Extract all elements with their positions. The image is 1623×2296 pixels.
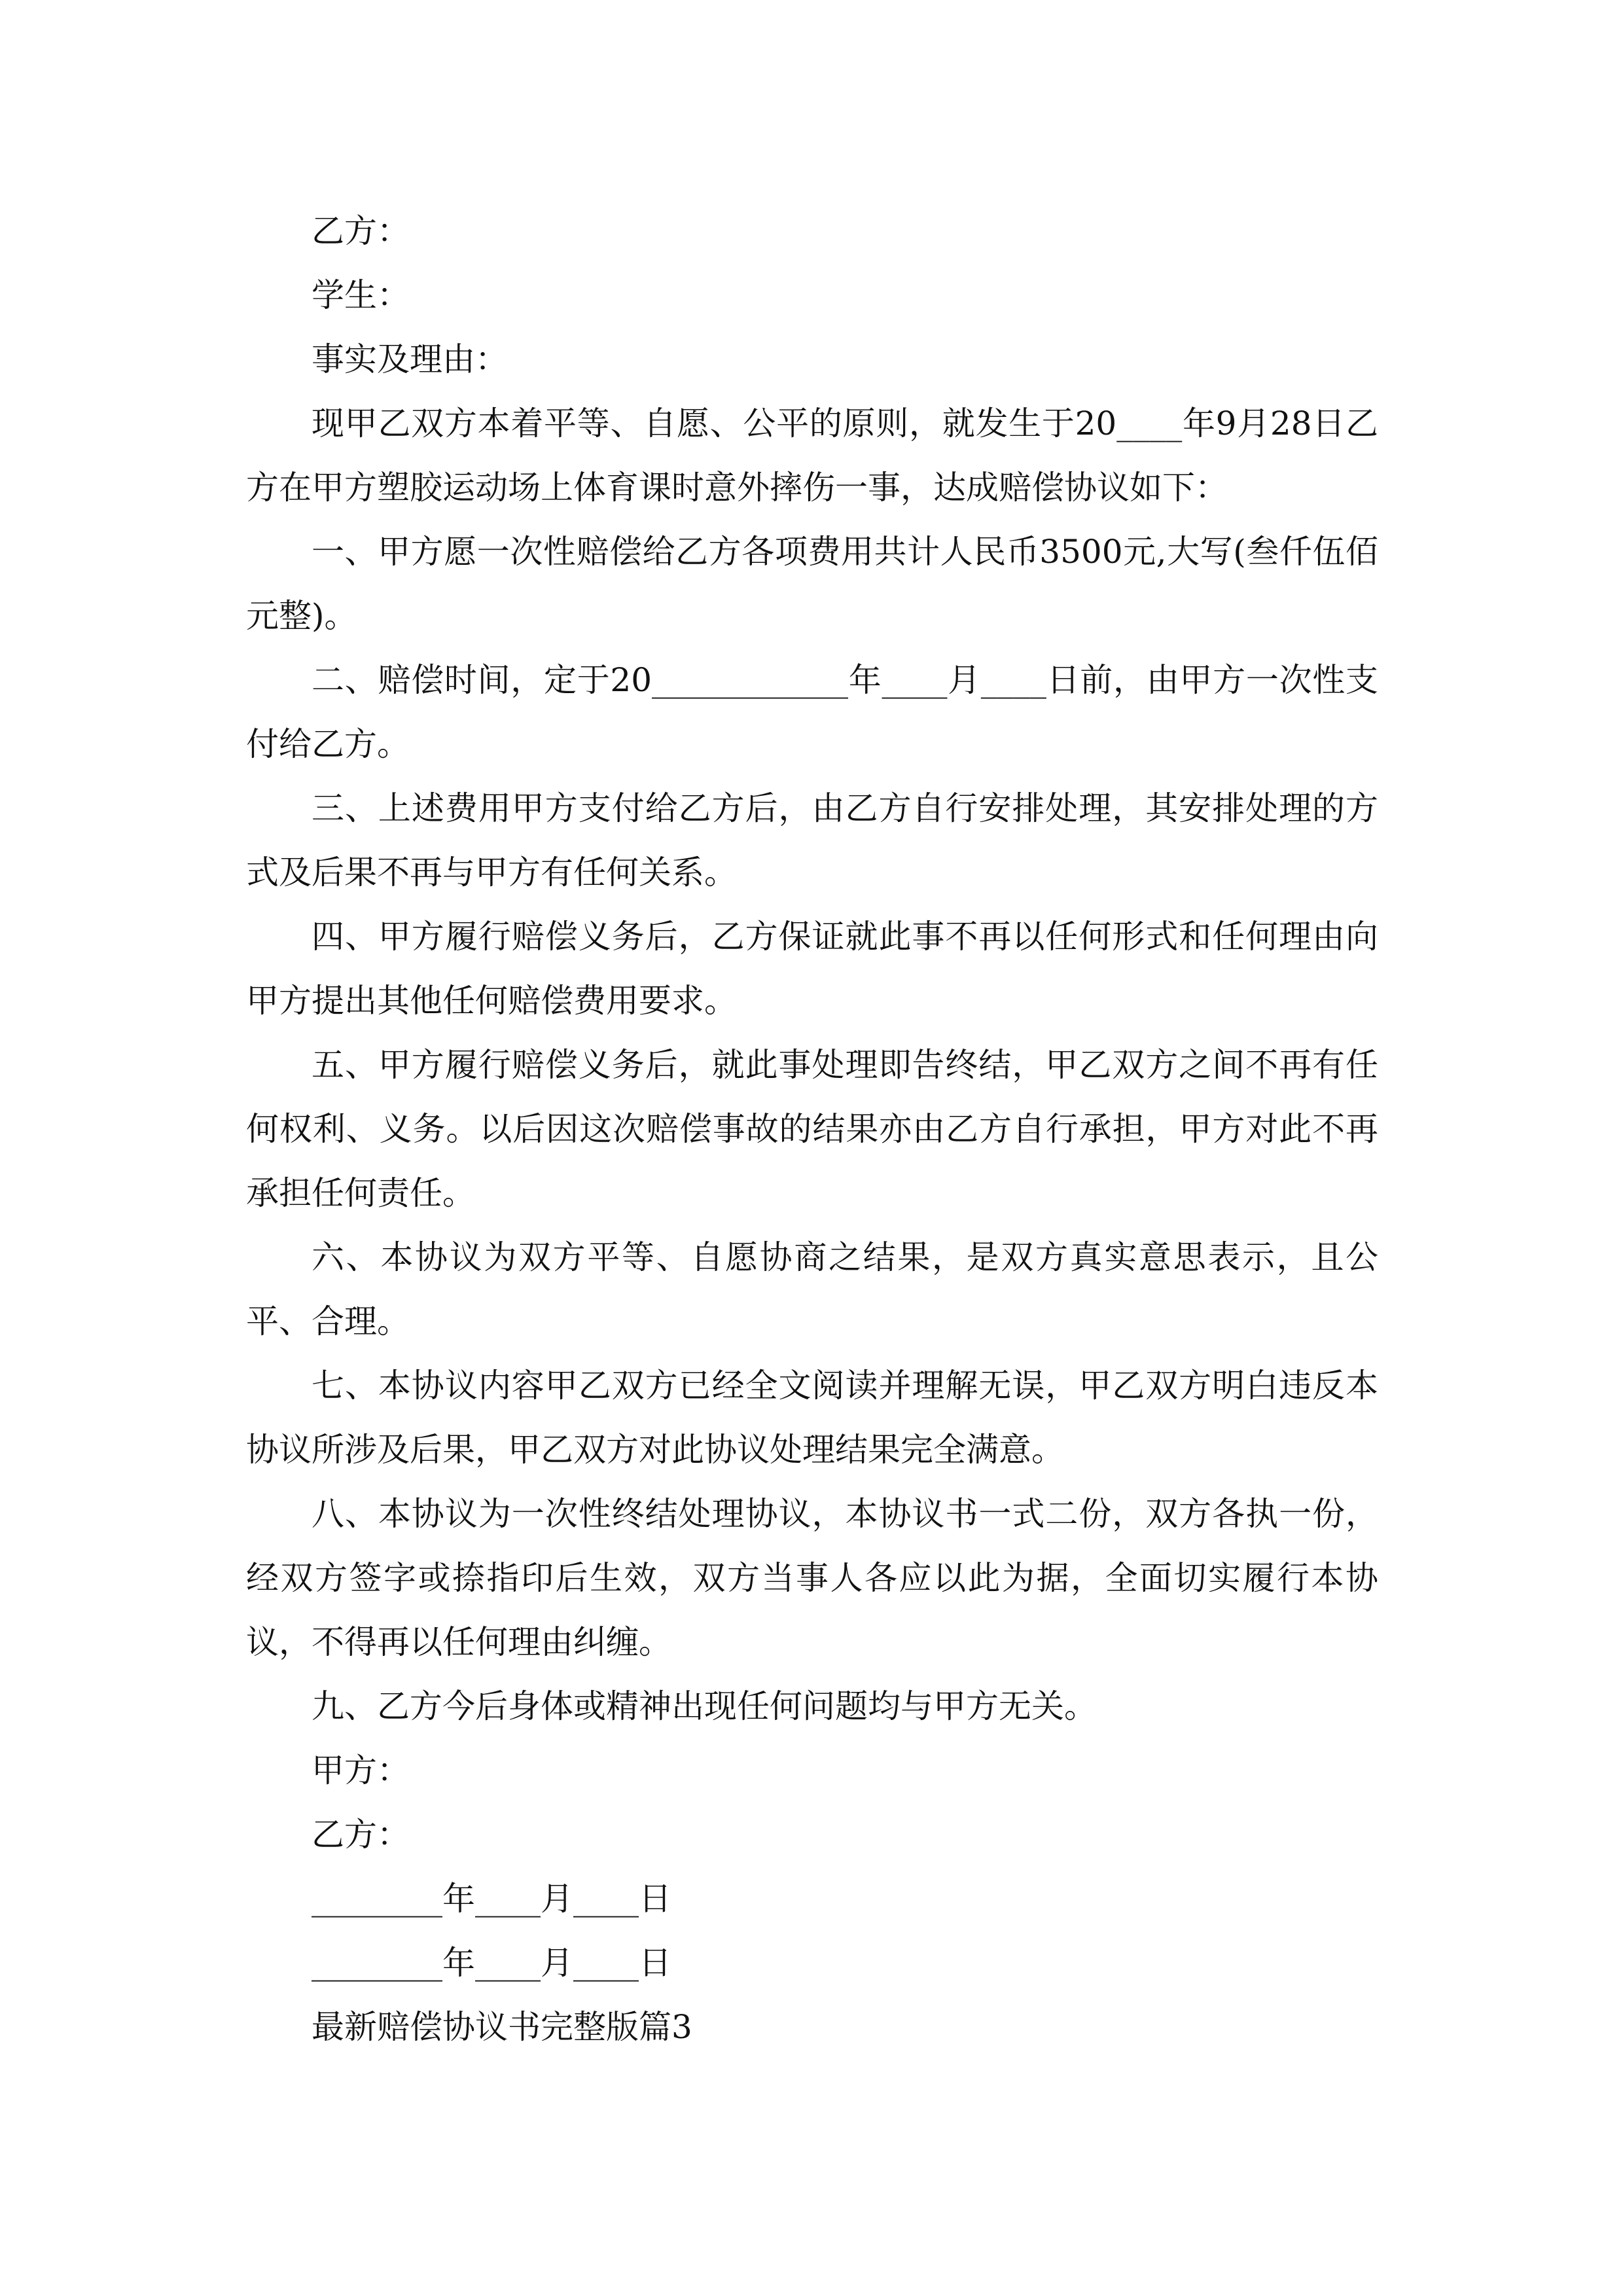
party-b-label: 乙方： xyxy=(312,212,410,250)
signature-date-line-a: ________年____月____日 xyxy=(312,1880,671,1918)
document-body xyxy=(246,199,1378,2059)
clause-5: 五、甲方履行赔偿义务后，就此事处理即告终结，甲乙双方之间不再有任何权利、义务。以后因这次赔偿事故的结果亦由乙方自行承担，甲方对此不再承担任何责任。 xyxy=(246,1046,1378,1212)
clause-3: 三、上述费用甲方支付给乙方后，由乙方自行安排处理，其安排处理的方式及后果不再与甲方有任何关系。 xyxy=(246,789,1378,891)
clause-6: 六、本协议为双方平等、自愿协商之结果，是双方真实意思表示，且公平、合理。 xyxy=(246,1238,1378,1340)
facts-and-reasons-heading: 事实及理由： xyxy=(312,340,508,378)
clause-2: 二、赔偿时间，定于20____________年____月____日前，由甲方一次性支付给乙方。 xyxy=(246,661,1378,763)
clause-7: 七、本协议内容甲乙双方已经全文阅读并理解无误，甲乙双方明白违反本协议所涉及后果，甲乙双方对此协议处理结果完全满意。 xyxy=(246,1367,1378,1469)
signature-date-line-b: ________年____月____日 xyxy=(312,1944,671,1982)
next-section-title: 最新赔偿协议书完整版篇3 xyxy=(312,2008,692,2046)
party-b-signature-label: 乙方： xyxy=(312,1816,410,1854)
preamble-paragraph: 现甲乙双方本着平等、自愿、公平的原则，就发生于20____年9月28日乙方在甲方塑胶运动场上体育课时意外摔伤一事，达成赔偿协议如下： xyxy=(246,404,1378,507)
party-a-signature-label: 甲方： xyxy=(312,1751,410,1789)
clause-1: 一、甲方愿一次性赔偿给乙方各项费用共计人民币3500元,大写(叁仟伍佰元整)。 xyxy=(246,533,1378,635)
clause-4: 四、甲方履行赔偿义务后，乙方保证就此事不再以任何形式和任何理由向甲方提出其他任何赔偿费用要求。 xyxy=(246,918,1378,1020)
clause-8: 八、本协议为一次性终结处理协议，本协议书一式二份，双方各执一份，经双方签字或捺指印后生效，双方当事人各应以此为据，全面切实履行本协议，不得再以任何理由纠缠。 xyxy=(246,1495,1378,1661)
student-label: 学生： xyxy=(312,276,410,314)
clause-9: 九、乙方今后身体或精神出现任何问题均与甲方无关。 xyxy=(312,1687,1097,1725)
